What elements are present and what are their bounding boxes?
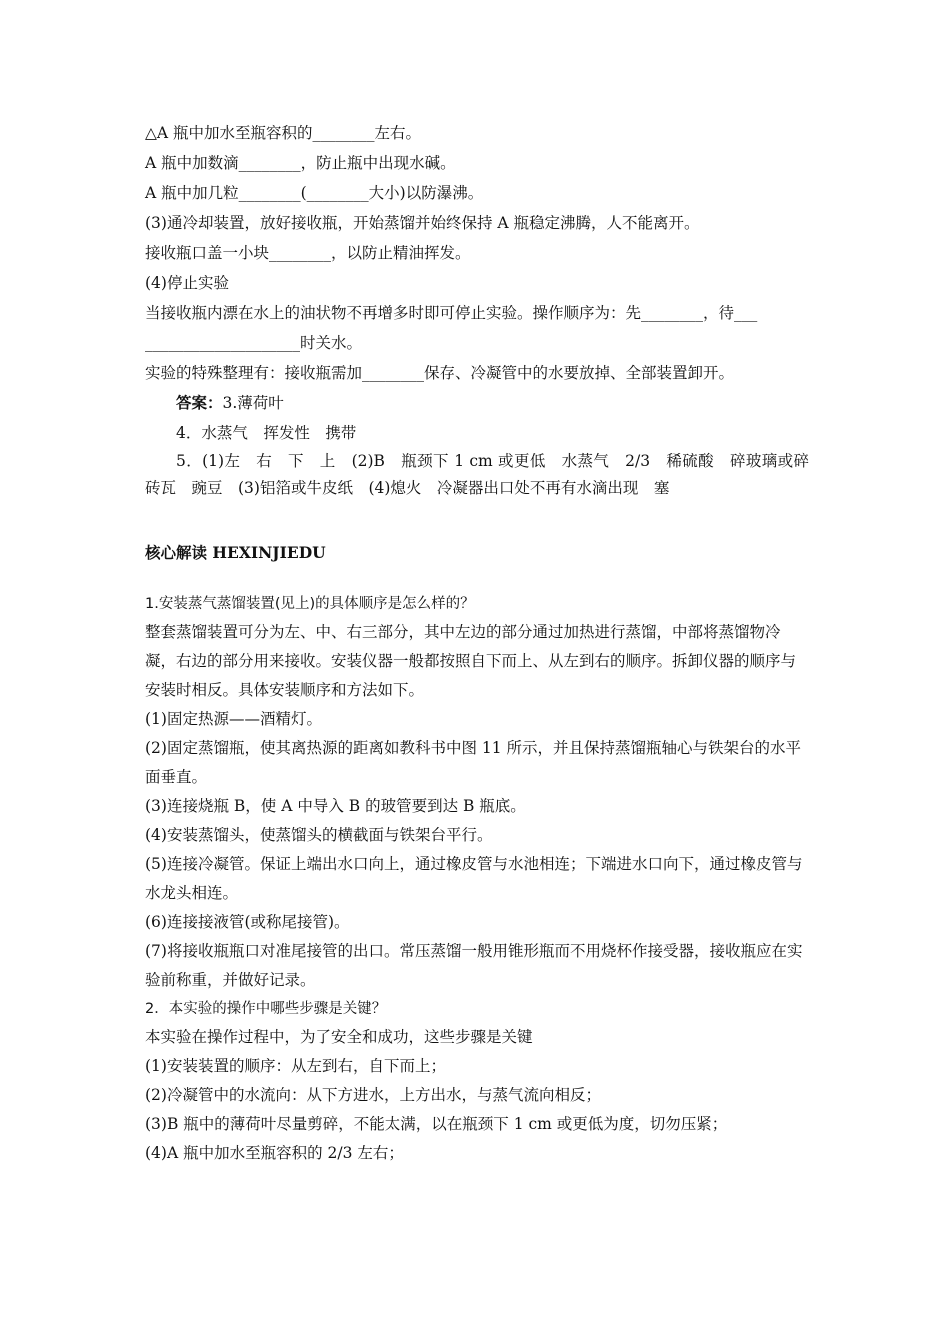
list-item: (2)冷凝管中的水流向：从下方进水，上方出水，与蒸气流向相反；: [145, 1086, 601, 1104]
answer-section: [145, 388, 809, 502]
paragraph: 整套蒸馏装置可分为左、中、右三部分，其中左边的部分通过加热进行蒸馏，中部将蒸馏物冷凝，右边的部分用来接收。安装仪器一般都按照自下而上、从左到右的顺序。拆卸仪器的顺序与安装时相反。具体安装顺序和方法如下。: [145, 623, 797, 699]
text-line: 当接收瓶内漂在水上的油状物不再增多时即可停止实验。操作顺序为：先________，待___: [145, 304, 758, 322]
text-line: (4)停止实验: [145, 274, 229, 292]
list-item: (3)B 瓶中的薄荷叶尽量剪碎，不能太满，以在瓶颈下 1 cm 或更低为度，切勿压紧；: [145, 1115, 728, 1133]
list-item: (2)固定蒸馏瓶，使其离热源的距离如教科书中图 11 所示，并且保持蒸馏瓶轴心与铁架台的水平面垂直。: [145, 739, 802, 786]
answer-paragraph: 5．(1)左 右 下 上 (2)B 瓶颈下 1 cm 或更低 水蒸气 2/3 稀硫酸 碎玻璃或碎砖瓦 豌豆 (3)铝箔或牛皮纸 (4)熄火 冷凝器出口处不再有水滴出现 塞: [145, 452, 809, 497]
spacer: [145, 502, 809, 538]
question-title: 2．本实验的操作中哪些步骤是关键？: [145, 1001, 387, 1017]
document-page: [145, 118, 809, 1168]
spacer: [145, 568, 809, 590]
answer-line: 4．水蒸气 挥发性 携带: [176, 424, 357, 442]
text-line: ____________________时关水。: [145, 334, 363, 352]
list-item: (4)安装蒸馏头，使蒸馏头的横截面与铁架台平行。: [145, 826, 493, 844]
answer-text: 3.薄荷叶: [222, 394, 284, 412]
text-line: A 瓶中加数滴________，防止瓶中出现水碱。: [145, 154, 456, 172]
list-item: (1)安装装置的顺序：从左到右，自下而上；: [145, 1057, 446, 1075]
text-line: 实验的特殊整理有：接收瓶需加________保存、冷凝管中的水要放掉、全部装置卸开。: [145, 364, 735, 382]
answer-label: 答案：: [176, 393, 223, 412]
list-item: (3)连接烧瓶 B，使 A 中导入 B 的玻管要到达 B 瓶底。: [145, 797, 526, 815]
list-item: (1)固定热源——酒精灯。: [145, 710, 322, 728]
list-item: (5)连接冷凝管。保证上端出水口向上，通过橡皮管与水池相连；下端进水口向下，通过橡皮管与水龙头相连。: [145, 855, 803, 902]
list-item: (7)将接收瓶瓶口对准尾接管的出口。常压蒸馏一般用锥形瓶而不用烧杯作接受器，接收瓶应在实验前称重，并做好记录。: [145, 942, 803, 989]
list-item: (6)连接接液管(或称尾接管)。: [145, 913, 350, 931]
text-line: 接收瓶口盖一小块________，以防止精油挥发。: [145, 244, 471, 262]
text-line: A 瓶中加几粒________(________大小)以防瀑沸。: [145, 184, 484, 202]
answer-line: [145, 388, 809, 418]
text-line: (3)通冷却装置，放好接收瓶，开始蒸馏并始终保持 A 瓶稳定沸腾，人不能离开。: [145, 214, 700, 232]
paragraph: 本实验在操作过程中，为了安全和成功，这些步骤是关键: [145, 1028, 533, 1046]
upper-section: [145, 118, 809, 388]
question-2: [145, 995, 809, 1168]
question-1: [145, 590, 809, 995]
list-item: (4)A 瓶中加水至瓶容积的 2/3 左右；: [145, 1144, 404, 1162]
question-title: 1.安装蒸气蒸馏装置(见上)的具体顺序是怎么样的？: [145, 596, 475, 612]
text-line: △A 瓶中加水至瓶容积的________左右。: [145, 124, 422, 142]
section-title: 核心解读 HEXINJIEDU: [145, 543, 326, 562]
